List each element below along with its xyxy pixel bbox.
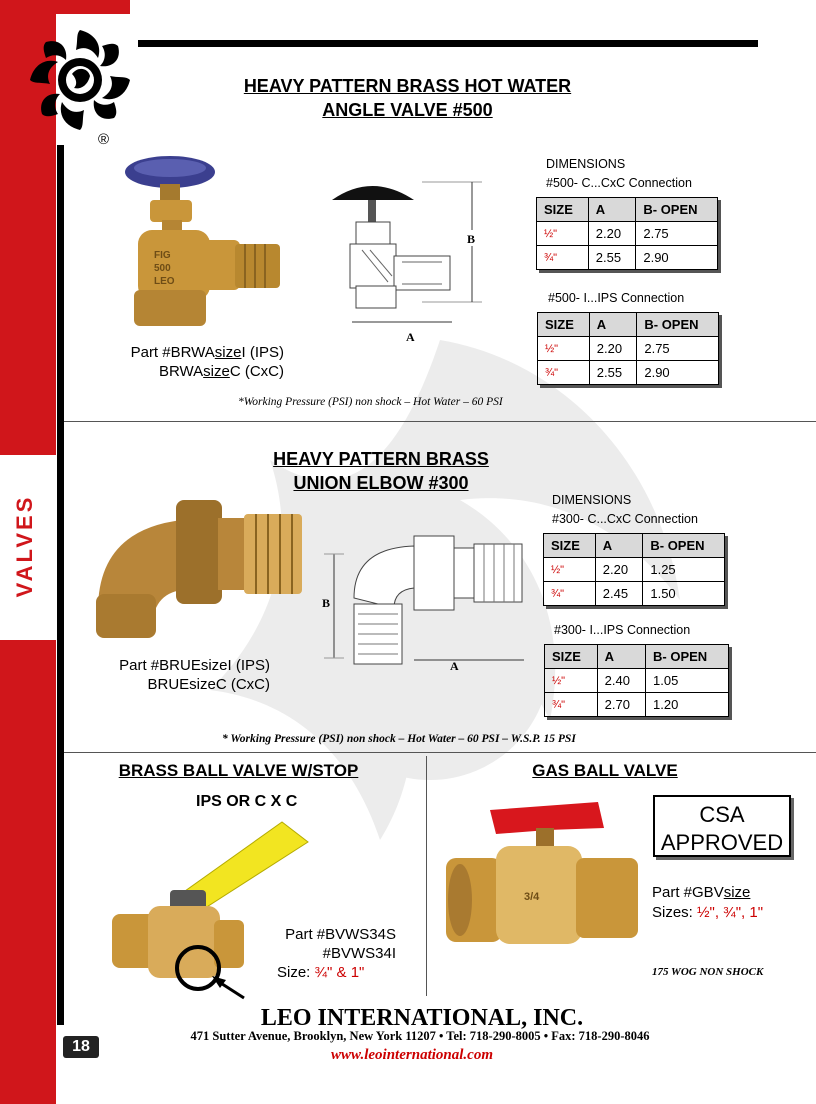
csa-approved-badge: CSA APPROVED: [653, 795, 791, 857]
company-name: LEO INTERNATIONAL, INC.: [260, 1005, 584, 1031]
gas-valve-photo: [440, 798, 646, 952]
diagram1-label-b: B: [467, 232, 476, 246]
section1-table2-caption: #500- I...IPS Connection: [548, 291, 685, 305]
svg-text:LEO: LEO: [154, 276, 175, 287]
side-tab-label: VALVES: [12, 494, 37, 598]
column-divider: [426, 756, 427, 996]
table-row: ¾" 2.55 2.90: [538, 361, 719, 385]
page-number: 18: [63, 1036, 99, 1058]
section3-title: BRASS BALL VALVE W/STOP: [118, 761, 359, 780]
section1-table1-caption: #500- C...CxC Connection: [546, 176, 692, 190]
diagram2-label-a: A: [450, 659, 459, 673]
section1-title: HEAVY PATTERN BRASS HOT WATER ANGLE VALVE #500: [243, 76, 572, 120]
union-elbow-photo: [92, 490, 307, 650]
section1-part-numbers: Part #BRWAsizeI (IPS) BRWAsizeC (CxC): [130, 344, 284, 380]
leo-logo-icon: [26, 26, 134, 134]
table-row: ½" 2.20 1.25: [544, 558, 725, 582]
company-website-link[interactable]: www.leointernational.com: [331, 1047, 493, 1063]
section2-note: * Working Pressure (PSI) non shock – Hot Water – 60 PSI – W.S.P. 15 PSI: [222, 733, 576, 745]
divider: [64, 421, 816, 422]
table-row: ½" 2.40 1.05: [545, 669, 729, 693]
section2-dims-heading: DIMENSIONS: [552, 493, 632, 507]
section2-table1-caption: #300- C...CxC Connection: [552, 512, 698, 526]
section1-table1: SIZE A B- OPEN ½" 2.20 2.75 ¾" 2.55 2.90: [536, 197, 718, 270]
table-row: ¾" 2.55 2.90: [537, 246, 718, 270]
section3-subtitle: IPS OR C X C: [196, 793, 298, 810]
svg-text:FIG: FIG: [154, 250, 171, 261]
section1-table2: SIZE A B- OPEN ½" 2.20 2.75 ¾" 2.55 2.90: [537, 312, 719, 385]
union-elbow-diagram: [314, 528, 544, 676]
diagram1-label-a: A: [406, 330, 415, 344]
company-address: 471 Sutter Avenue, Brooklyn, New York 11207 • Tel: 718-290-8005 • Fax: 718-290-8046: [190, 1029, 650, 1043]
section2-part-numbers: Part #BRUEsizeI (IPS) BRUEsizeC (CxC): [119, 657, 270, 693]
angle-valve-diagram: [322, 172, 492, 348]
side-tab: [0, 455, 56, 640]
section2-table1: SIZE A B- OPEN ½" 2.20 1.25 ¾" 2.45 1.50: [543, 533, 725, 606]
svg-text:3/4: 3/4: [524, 891, 540, 903]
table-row: ¾" 2.45 1.50: [544, 582, 725, 606]
section3-part-numbers: Part #BVWS34S #BVWS34I Size: ¾" & 1": [277, 926, 396, 981]
diagram2-label-b: B: [322, 596, 331, 610]
section4-title: GAS BALL VALVE: [532, 761, 678, 780]
top-rule: [138, 40, 758, 47]
left-rule: [57, 145, 64, 1025]
section1-note: *Working Pressure (PSI) non shock – Hot Water – 60 PSI: [238, 396, 503, 408]
section4-part-info: Part #GBVsize Sizes: ½", ¾", 1": [652, 884, 764, 921]
divider: [64, 752, 816, 753]
section2-table2-caption: #300- I...IPS Connection: [554, 623, 691, 637]
section2-title: HEAVY PATTERN BRASS UNION ELBOW #300: [273, 449, 489, 493]
angle-valve-photo: [110, 150, 290, 330]
section2-table2: SIZE A B- OPEN ½" 2.40 1.05 ¾" 2.70 1.20: [544, 644, 729, 717]
table-row: ½" 2.20 2.75: [537, 222, 718, 246]
table-row: ½" 2.20 2.75: [538, 337, 719, 361]
table-row: ¾" 2.70 1.20: [545, 693, 729, 717]
section1-dims-heading: DIMENSIONS: [546, 157, 626, 171]
registered-mark: ®: [98, 131, 110, 148]
svg-text:500: 500: [154, 263, 171, 274]
section4-note: 175 WOG NON SHOCK: [652, 966, 764, 978]
